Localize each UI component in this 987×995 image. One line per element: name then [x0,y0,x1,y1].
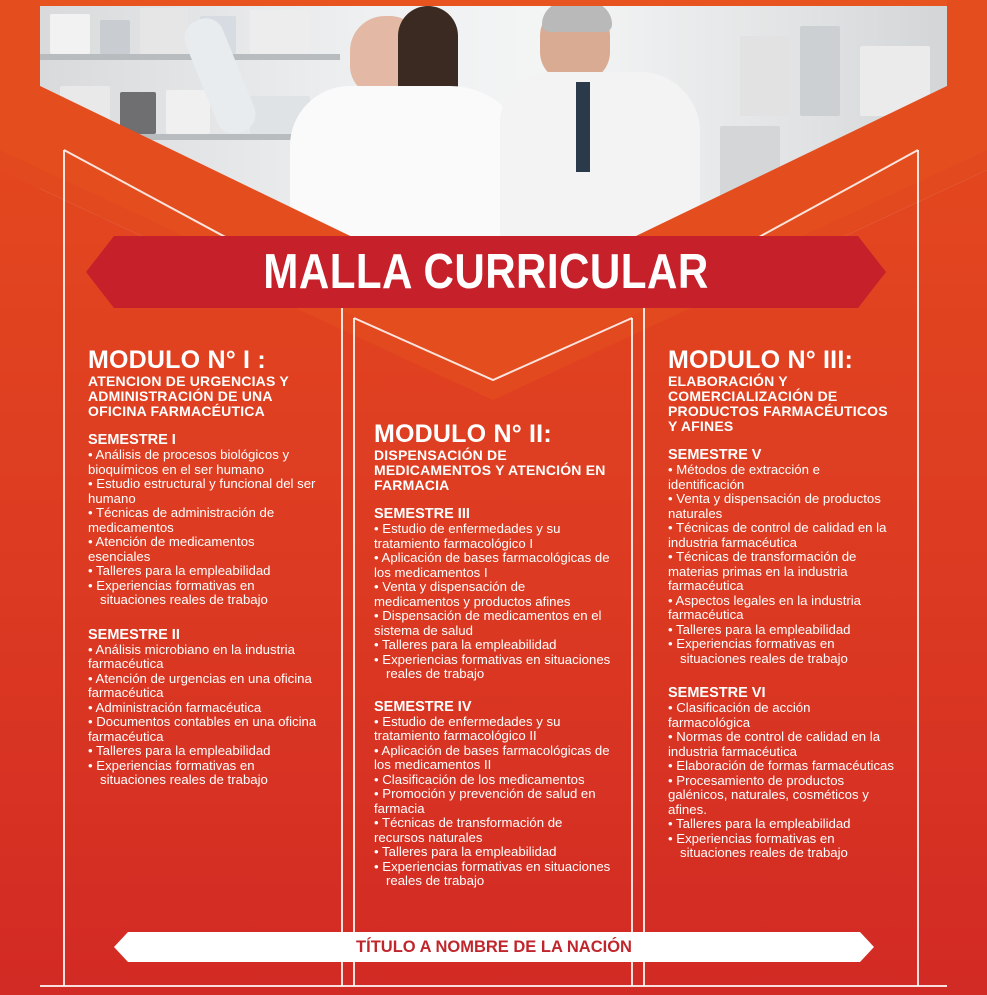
list-item: • Documentos contables en una oficina farmacéutica [88,714,317,744]
list-item: • Atención de urgencias en una oficina farmacéutica [88,670,312,700]
module-2-subtitle: DISPENSACIÓN DE MEDICAMENTOS Y ATENCIÓN EN FARMACIA [374,447,606,493]
list-item: • Estudio de enfermedades y su tratamiento farmacológico II [374,713,561,743]
list-item: • Estudio de enfermedades y su tratamiento farmacológico I [374,521,561,551]
list-item: • Venta y dispensación de medicamentos y productos afines [374,579,571,609]
semester-6-heading: SEMESTRE VI [668,685,766,701]
list-item: • Clasificación de los medicamentos [374,771,585,787]
list-item: • Aspectos legales en la industria farmacéutica [668,592,862,622]
list-item: • Procesamiento de productos galénicos, naturales, cosméticos y afines. [668,772,869,817]
module-3-title: MODULO N° III: [668,346,854,374]
list-item: • Venta y dispensación de productos naturales [668,491,881,521]
list-item: • Promoción y prevención de salud en farmacia [374,786,596,816]
module-2-title: MODULO N° II: [374,420,552,448]
list-item: • Talleres para la empleabilidad [374,637,557,652]
list-item: • Experiencias formativas en situaciones reales de trabajo [374,651,611,681]
list-item: • Métodos de extracción e identificación [668,462,820,492]
list-item: • Experiencias formativas en situaciones reales de trabajo [374,858,611,888]
semester-3-heading: SEMESTRE III [374,506,470,522]
semester-2-list [88,643,318,788]
module-1-title: MODULO N° I : [88,346,266,374]
footer-text: TÍTULO A NOMBRE DE LA NACIÓN [356,938,632,956]
list-item: • Experiencias formativas en situaciones reales de trabajo [88,757,268,787]
module-3-subtitle: ELABORACIÓN Y COMERCIALIZACIÓN DE PRODUCTOS FARMACÉUTICOS Y AFINES [668,373,888,434]
list-item: • Técnicas de transformación de recursos naturales [374,815,563,845]
list-item: • Talleres para la empleabilidad [668,621,851,637]
list-item: • Aplicación de bases farmacológicas de los medicamentos I [374,550,610,580]
list-item: • Experiencias formativas en situaciones reales de trabajo [88,577,268,607]
list-item: • Talleres para la empleabilidad [374,844,557,859]
list-item: • Administración farmacéutica [88,699,262,715]
footer-ribbon [114,932,874,962]
list-item: • Técnicas de administración de medicamentos [88,505,275,535]
list-item: • Clasificación de acción farmacológica [668,700,811,730]
semester-3-list [374,522,614,682]
list-item: • Estudio estructural y funcional del ser humano [88,476,316,506]
list-item: • Normas de control de calidad en la industria farmacéutica [668,729,881,759]
list-item: • Técnicas de control de calidad en la industria farmacéutica [668,520,887,550]
list-item: • Talleres para la empleabilidad [88,743,271,758]
module-1-subtitle: ATENCION DE URGENCIAS Y ADMINISTRACIÓN DE UNA OFICINA FARMACÉUTICA [88,373,289,419]
semester-5-heading: SEMESTRE V [668,447,762,463]
list-item: • Técnicas de transformación de materias primas en la industria farmacéutica [668,549,857,593]
list-item: • Atención de medicamentos esenciales [88,534,255,564]
semester-1-heading: SEMESTRE I [88,432,176,448]
page-title: MALLA CURRICULAR [263,245,709,299]
semester-2-heading: SEMESTRE II [88,626,180,643]
semester-6-list [668,701,894,861]
semester-1-list [88,448,318,608]
module-1-column [88,348,318,788]
semester-5-list [668,463,894,666]
list-item: • Experiencias formativas en situaciones reales de trabajo [668,636,848,666]
list-item: • Análisis microbiano en la industria farmacéutica [88,641,295,671]
list-item: • Elaboración de formas farmacéuticas [668,758,894,773]
list-item: • Dispensación de medicamentos en el sistema de salud [374,608,602,638]
list-item: • Experiencias formativas en situaciones reales de trabajo [668,830,848,860]
semester-4-heading: SEMESTRE IV [374,698,472,715]
module-2-column [374,422,614,889]
module-3-column [668,348,894,861]
list-item: • Talleres para la empleabilidad [668,816,851,831]
title-banner [86,236,886,308]
list-item: • Talleres para la empleabilidad [88,563,271,578]
list-item: • Aplicación de bases farmacológicas de los medicamentos II [374,742,610,772]
semester-4-list [374,715,614,889]
list-item: • Análisis de procesos biológicos y bioquímicos en el ser humano [88,447,290,477]
